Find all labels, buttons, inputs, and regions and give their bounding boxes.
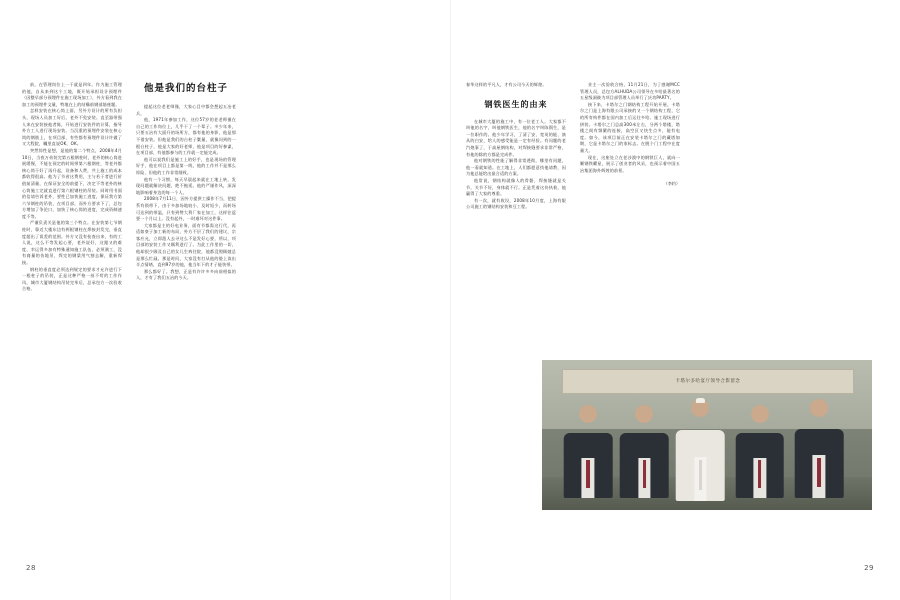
page-fold-line	[450, 0, 451, 600]
paragraph: 大家都是主的好电业务，面有节都需这行代，再适如豪子加工新的布局，外方不层了我们的建议，宗客应允，立即派人去寻这么不是发好心要，所以，项目部的安装工作又顺利进行了。为此工作里的一切，他却很少顾及自己的女儿生病住院，他都没照顾她总是那么忙碌。那是时问，大家没有打从他的脸上读出半点情绪，直到97岁的他，他当年下的才子能快带。	[136, 222, 236, 268]
person-body	[620, 433, 669, 498]
photo-banner-text: 卡塔尔多哈宴厅领导合影留念	[562, 369, 854, 394]
person-body	[564, 433, 613, 498]
person-body	[736, 433, 785, 498]
photo-person-2	[618, 405, 671, 498]
person-body	[795, 429, 844, 498]
person-head	[751, 405, 769, 423]
paragraph: 2008年7月11日，因外方提供工操作不当，把提系有锁带下，由于多加场地较小、及时短少，而转场可达到的带温，只有到赞大利厂家在加工，这样往返要一个月以上。没有起外，一时难坏对这件事。	[136, 196, 236, 222]
person-tie	[586, 460, 589, 487]
paragraph: 突然惊性是想，是他的第二个特点，2008年4月10日，当夜万弟装完第五根钢柱时，老外的核心筒进展缓慢，不能在预定的时间带第六根钢柱，等老外都核心筒干好了再升起，设备和人费，共上施工的成本都收得很高。他为了节省这费用，主与若干者进行价值前清量，在保证安全的前提下，决定不等老外的核心筒施工完就直进行第六根钢柱的吊装。同时用书面的信请告诉老外，要性已加快施工进度，保证我方第六节钢柱的吊装，在项目部，而外方要求下了，总包方增加了争论口，加快了核心筒的进度，完成资制速度不等。	[22, 147, 122, 219]
photo-person-1	[562, 405, 615, 498]
photo-person-5	[793, 399, 846, 498]
paragraph: 他对钢铁的性能了解得非常透彻，哪里有问题，他一看就知道。在工地上，人们都愿意找他请教，因为他总能给出最合适的方案。	[466, 158, 566, 177]
paragraph: 那么都好了。我想，正是有许许多多向前相似的人，才有了我们五冶的今天。	[136, 268, 236, 281]
paragraph: 前，在管理岗位上一干就是四年。作为施工管理的他，自从来到这个工地，既开始承担设计预埋件（因整早部分预埋件在施工现场加工），外方看到我在加工的预埋件文量，特地在上的结構前钢部筋座题。	[22, 82, 122, 107]
paragraph: 他，1971年参加工作，这位57岁的老老师僅在自己的工作岗位上，几乎干了一个辈子。多少年来，只要五冶有大面升的场所方，都有他的身影，他是那不借安装。但他是我们的台柱子橐量，就像问到的一根台柱子，他是大家的好老师，他是项目的好参谋，在项目部，有他都参与的工作就一定能完成。	[136, 117, 236, 156]
photo-background	[542, 360, 872, 510]
left-page-content	[22, 82, 432, 530]
person-headdress	[696, 398, 704, 403]
person-tie	[758, 460, 761, 487]
page-number-left: 28	[26, 564, 36, 572]
person-head	[635, 405, 653, 423]
group-photo	[542, 360, 872, 510]
person-head	[579, 405, 597, 423]
person-tie	[699, 460, 702, 490]
left-column-1	[22, 82, 122, 530]
page-number-right: 29	[864, 564, 874, 572]
person-tie	[817, 458, 820, 487]
photo-person-3-kandura	[674, 399, 727, 501]
paragraph: 有一次，就有收设，2008年10月度，上海有限公司施工的钢结构安装和豆工程。	[466, 197, 566, 210]
article-heading-taizhuzi: 他是我们的台柱子	[143, 83, 228, 94]
person-tie	[643, 460, 646, 487]
right-page	[450, 0, 900, 600]
article-heading-gangtieyisheng: 钢铁医生的由来	[484, 99, 548, 109]
paragraph: 接下来，卡塔尔之门钢结构工程开始开展。卡塔尔之门是上海有限公司承接的又一个钢结构工程，它的所有构件都在国内加工后运往多哈。施工现场进行拼装。卡塔尔之门总高300米左右，分两个塔楼，塔楼之间有频繁的连接，高空区又快生点多，能有电度。如今，该项目前正在安装卡塔尔之门的藏塔如期，它是卡塔尔之门的家标志。在脱个门工程中在度量大。	[580, 101, 680, 153]
left-column-3	[250, 82, 350, 530]
paragraph: 他常说，钢结构就像人的骨骼，焊接缝就是关节，关节不好，身体就不行。正是凭着这份执着，他赢得了大家的尊重。	[466, 177, 566, 197]
paragraph: 提起这位老老师僅，大家心目中都会想起五冶老兵。	[136, 104, 236, 116]
paragraph: 钢柱的垂直度必须达到规定的要求才允许进行下一根柱子的吊装，正是这种严格一丝不苟的工作作风，城市大厦钢结构吊装完毕后，总承包方一次验收合格。	[22, 266, 122, 292]
paragraph: 怎样安装在核心筒上面，另外方设计的所有负担头，现场人员加工好后，老外不免安装。直至器带强人来在安装接他者陈，开始进行安装件的计算，指导外方工人进行现场安装。当沉重的预埋件安装在核心筒的钢筋上，在项目部、有些都有预埋件设计许做了又大程院，曬里直说OK，OK。	[22, 108, 122, 147]
person-head	[691, 399, 709, 417]
left-column-2	[136, 82, 236, 530]
paragraph: 现在，这座处立在老沙漠中的钢铁巨人，就向一颗钢铁曜星，展示了创业者的风采，也预示着中国五冶集团海外辉煌的前景。	[580, 154, 680, 173]
photo-person-4	[733, 405, 786, 498]
paragraph: 他可以说我们是施工上的好手，也是现场的管理好手，他在项目上都是第一线，他的工作并不是那么惊险，但他的工作非常细致。	[136, 156, 236, 175]
paragraph: 春华这样的平凡人，才有公司今天的辉煌。	[466, 82, 547, 87]
paragraph: 业主一次验收合格，11月21日，为了感谢MCC管理人员，总包方ALHUDA公司领导在多哈最著名的五星级洞筱为项目部管理人员举行了庆功PARTY。	[580, 82, 680, 101]
person-head	[810, 399, 828, 417]
paragraph: 在城市大厦的施工中，有一位老工人。大家都不叫他的名字，叫他钢铁医生，他的名字叫陈锅生，是一位职作的。他少年学习，了清了安、宽英的能、演从的白安，给人的感受能是一定有经验。有问题的老汽炮事了，于高屋钢结构，对焊接缝要求非常严格，有他的除的方都是完成件。	[466, 118, 566, 157]
paragraph: 严谨负责关是他的第三个特点。在安装第七节钢柱时，靠近大楼东边有两根钢柱在焊接封发完，垂直度超出了误差的范围。外方又没有检查出来，有的工人说，这么不等发起心要，老外说好，这跟又的难度，幸运得多加有特殊通知施工队伍，必须满工，没有商量的仿地吊，焊完的钢梁用气割去解，重新焊接。	[22, 220, 122, 266]
person-body	[676, 430, 725, 501]
article-signature: （李约）	[663, 181, 680, 187]
paragraph: 他有一个习惯，每天早晨起来就在工地上转，发现问题就解决问题，绝不拖延。他的严谨作风，深深地影响着身边的每一个人。	[136, 176, 236, 195]
